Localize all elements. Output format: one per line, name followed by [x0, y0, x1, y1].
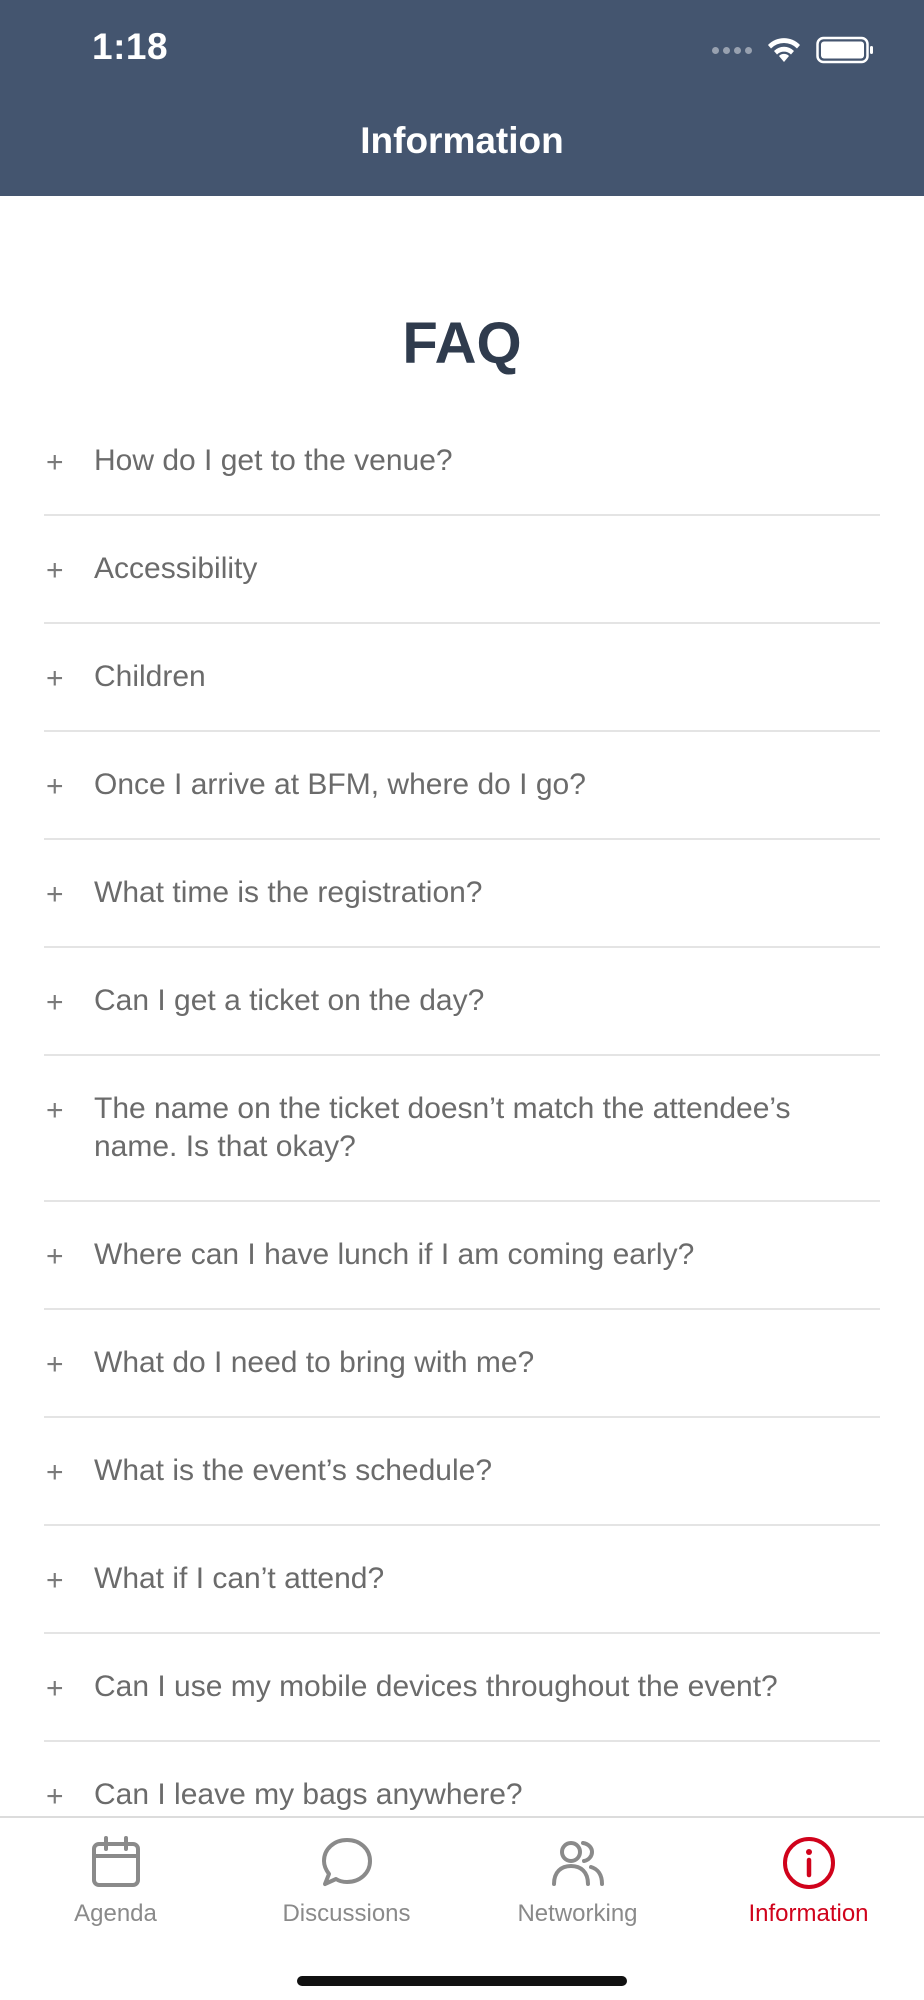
faq-item[interactable] — [44, 408, 880, 516]
info-icon — [780, 1834, 838, 1892]
plus-icon: + — [46, 1094, 64, 1127]
tab-bar — [0, 1816, 924, 2000]
faq-question: The name on the ticket doesn’t match the attendee’s name. Is that okay? — [94, 1092, 791, 1163]
people-icon — [549, 1834, 607, 1892]
faq-item[interactable] — [44, 948, 880, 1056]
faq-item[interactable] — [44, 1742, 880, 1816]
calendar-icon — [87, 1834, 145, 1892]
tab-label: Discussions — [282, 1900, 411, 1927]
plus-icon: + — [46, 878, 64, 911]
plus-icon: + — [46, 1780, 64, 1813]
plus-icon: + — [46, 662, 64, 695]
plus-icon: + — [46, 1672, 64, 1705]
faq-question: How do I get to the venue? — [94, 444, 453, 477]
plus-icon: + — [46, 986, 64, 1019]
faq-question: Children — [94, 660, 206, 693]
faq-content[interactable] — [0, 196, 924, 1816]
tab-discussions[interactable] — [231, 1818, 462, 1948]
faq-item[interactable] — [44, 1310, 880, 1418]
plus-icon: + — [46, 1456, 64, 1489]
faq-question: Can I get a ticket on the day? — [94, 984, 485, 1017]
plus-icon: + — [46, 446, 64, 479]
faq-item[interactable] — [44, 624, 880, 732]
faq-item[interactable] — [44, 1418, 880, 1526]
tab-label: Networking — [517, 1900, 638, 1927]
status-icons — [712, 36, 874, 64]
app-header — [0, 0, 924, 196]
battery-icon — [816, 36, 874, 64]
faq-list — [44, 408, 880, 1816]
plus-icon: + — [46, 1564, 64, 1597]
faq-question: What do I need to bring with me? — [94, 1346, 535, 1379]
tab-label: Information — [748, 1900, 869, 1927]
tab-networking[interactable] — [462, 1818, 693, 1948]
plus-icon: + — [46, 770, 64, 803]
wifi-icon — [766, 36, 802, 64]
plus-icon: + — [46, 554, 64, 587]
header-title: Information — [360, 120, 564, 161]
tab-agenda[interactable] — [0, 1818, 231, 1948]
faq-item[interactable] — [44, 732, 880, 840]
faq-question: What if I can’t attend? — [94, 1562, 385, 1595]
faq-question: What is the event’s schedule? — [94, 1454, 493, 1487]
faq-question: Accessibility — [94, 552, 258, 585]
faq-item[interactable] — [44, 1202, 880, 1310]
faq-question: Where can I have lunch if I am coming early? — [94, 1238, 695, 1271]
home-indicator — [297, 1976, 627, 1986]
faq-question: Can I leave my bags anywhere? — [94, 1778, 523, 1811]
cellular-signal-icon — [712, 47, 752, 54]
faq-question: Once I arrive at BFM, where do I go? — [94, 768, 586, 801]
faq-item[interactable] — [44, 1634, 880, 1742]
plus-icon: + — [46, 1240, 64, 1273]
status-time: 1:18 — [92, 26, 169, 67]
tab-information[interactable] — [693, 1818, 924, 1948]
chat-bubble-icon — [318, 1834, 376, 1892]
faq-question: What time is the registration? — [94, 876, 483, 909]
faq-item[interactable] — [44, 516, 880, 624]
faq-item[interactable] — [44, 840, 880, 948]
faq-item[interactable] — [44, 1526, 880, 1634]
tab-label: Agenda — [74, 1900, 157, 1927]
page-title: FAQ — [402, 311, 522, 376]
plus-icon: + — [46, 1348, 64, 1381]
faq-question: Can I use my mobile devices throughout the event? — [94, 1670, 778, 1703]
faq-item[interactable] — [44, 1056, 880, 1202]
